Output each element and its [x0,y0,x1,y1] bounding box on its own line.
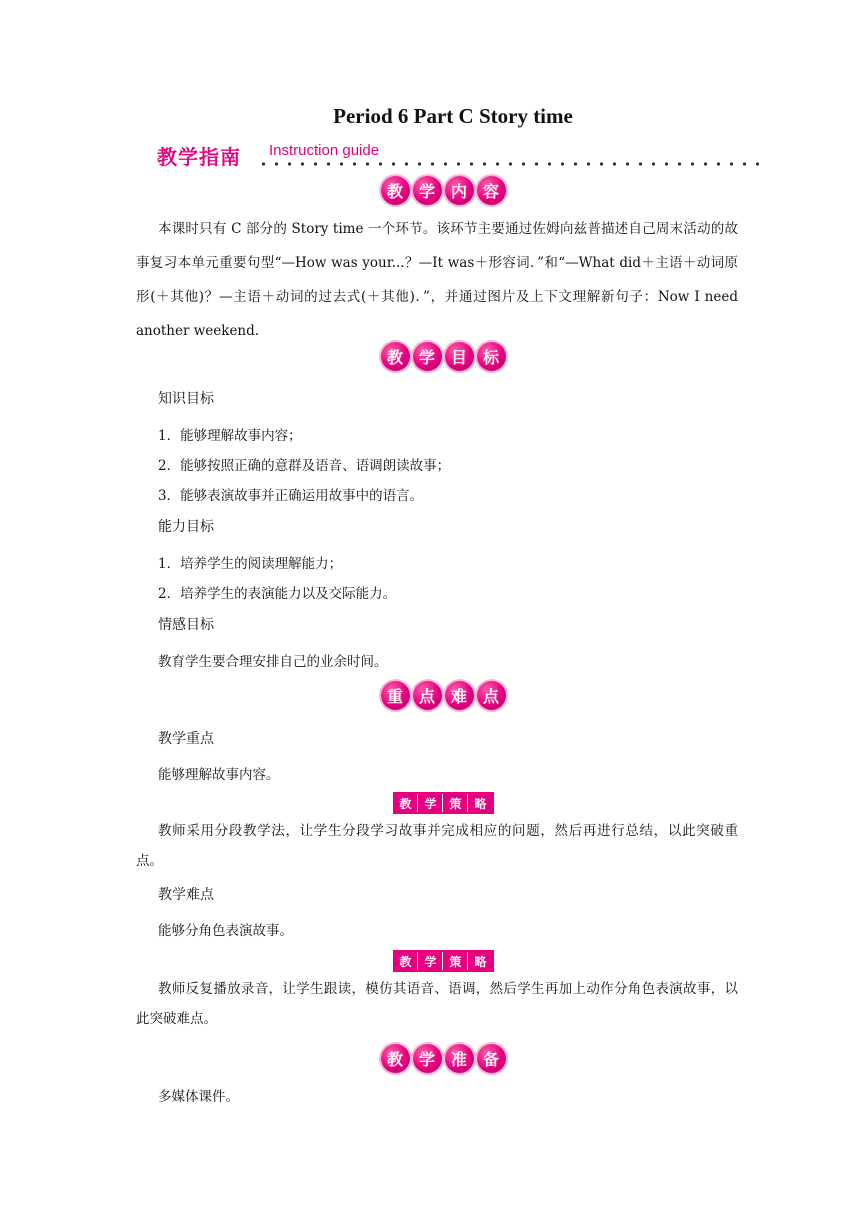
badge-teaching-objectives [0,342,860,371]
badge-char: 容 [477,176,506,205]
badge-char: 点 [413,681,442,710]
badge-key-points [0,681,860,710]
teaching-focus-text: 能够理解故事内容。 [158,767,280,783]
badge-char: 内 [445,176,474,205]
strategy-char: 策 [445,794,468,812]
strategy-char: 教 [395,952,418,970]
guide-title-en: Instruction guide [269,142,380,159]
badge-char: 备 [477,1044,506,1073]
badge-char: 标 [477,342,506,371]
ability-goal-item: 1．培养学生的阅读理解能力； [158,556,343,572]
badge-char: 点 [477,681,506,710]
teaching-difficulty-text: 能够分角色表演故事。 [158,923,293,939]
badge-char: 教 [381,1044,410,1073]
strategy-char: 教 [395,794,418,812]
badge-char: 学 [413,342,442,371]
knowledge-goal-item: 2．能够按照正确的意群及语音、语调朗读故事； [158,458,451,474]
guide-title-cn: 教学指南 [157,145,241,169]
strategy-char: 学 [420,794,443,812]
dotted-divider [257,161,767,167]
instruction-guide-header [157,141,777,175]
badge-char: 准 [445,1044,474,1073]
badge-teaching-content [0,176,860,205]
badge-char: 学 [413,176,442,205]
badge-teaching-preparation [0,1044,860,1073]
ability-goal-item: 2．培养学生的表演能力以及交际能力。 [158,586,397,602]
emotion-goals-heading: 情感目标 [158,617,214,633]
knowledge-goal-item: 3．能够表演故事并正确运用故事中的语言。 [158,488,424,504]
badge-char: 重 [381,681,410,710]
content-paragraph: 本课时只有 C 部分的 Story time 一个环节。该环节主要通过佐姆向兹普描述自己周末活动的故事复习本单元重要句型“—How was your...？—It was＋形容词．”和“—What did＋主语＋动词原形(＋其他)？—主语＋动词的过去式(＋其他)．”，并通过图片及上下文理解新句子：Now I need another weekend. [136,221,738,339]
knowledge-goals-heading: 知识目标 [158,391,214,407]
strategy-badge [0,792,860,814]
strategy-char: 策 [445,952,468,970]
preparation-text: 多媒体课件。 [158,1089,239,1105]
page-title: Period 6 Part C Story time [333,104,573,128]
strategy-badge [0,950,860,972]
emotion-goal-text: 教育学生要合理安排自己的业余时间。 [158,654,388,670]
teaching-difficulty-heading: 教学难点 [158,887,214,903]
strategy-char: 略 [470,952,492,970]
strategy-char: 学 [420,952,443,970]
badge-char: 目 [445,342,474,371]
ability-goals-heading: 能力目标 [158,519,214,535]
difficulty-strategy-paragraph: 教师反复播放录音，让学生跟读，模仿其语音、语调，然后学生再加上动作分角色表演故事，以此突破难点。 [136,981,738,1027]
strategy-char: 略 [470,794,492,812]
focus-strategy-paragraph: 教师采用分段教学法，让学生分段学习故事并完成相应的问题，然后再进行总结，以此突破重点。 [136,823,738,869]
badge-char: 教 [381,342,410,371]
badge-char: 学 [413,1044,442,1073]
knowledge-goal-item: 1．能够理解故事内容； [158,428,302,444]
badge-char: 教 [381,176,410,205]
teaching-focus-heading: 教学重点 [158,731,214,747]
badge-char: 难 [445,681,474,710]
